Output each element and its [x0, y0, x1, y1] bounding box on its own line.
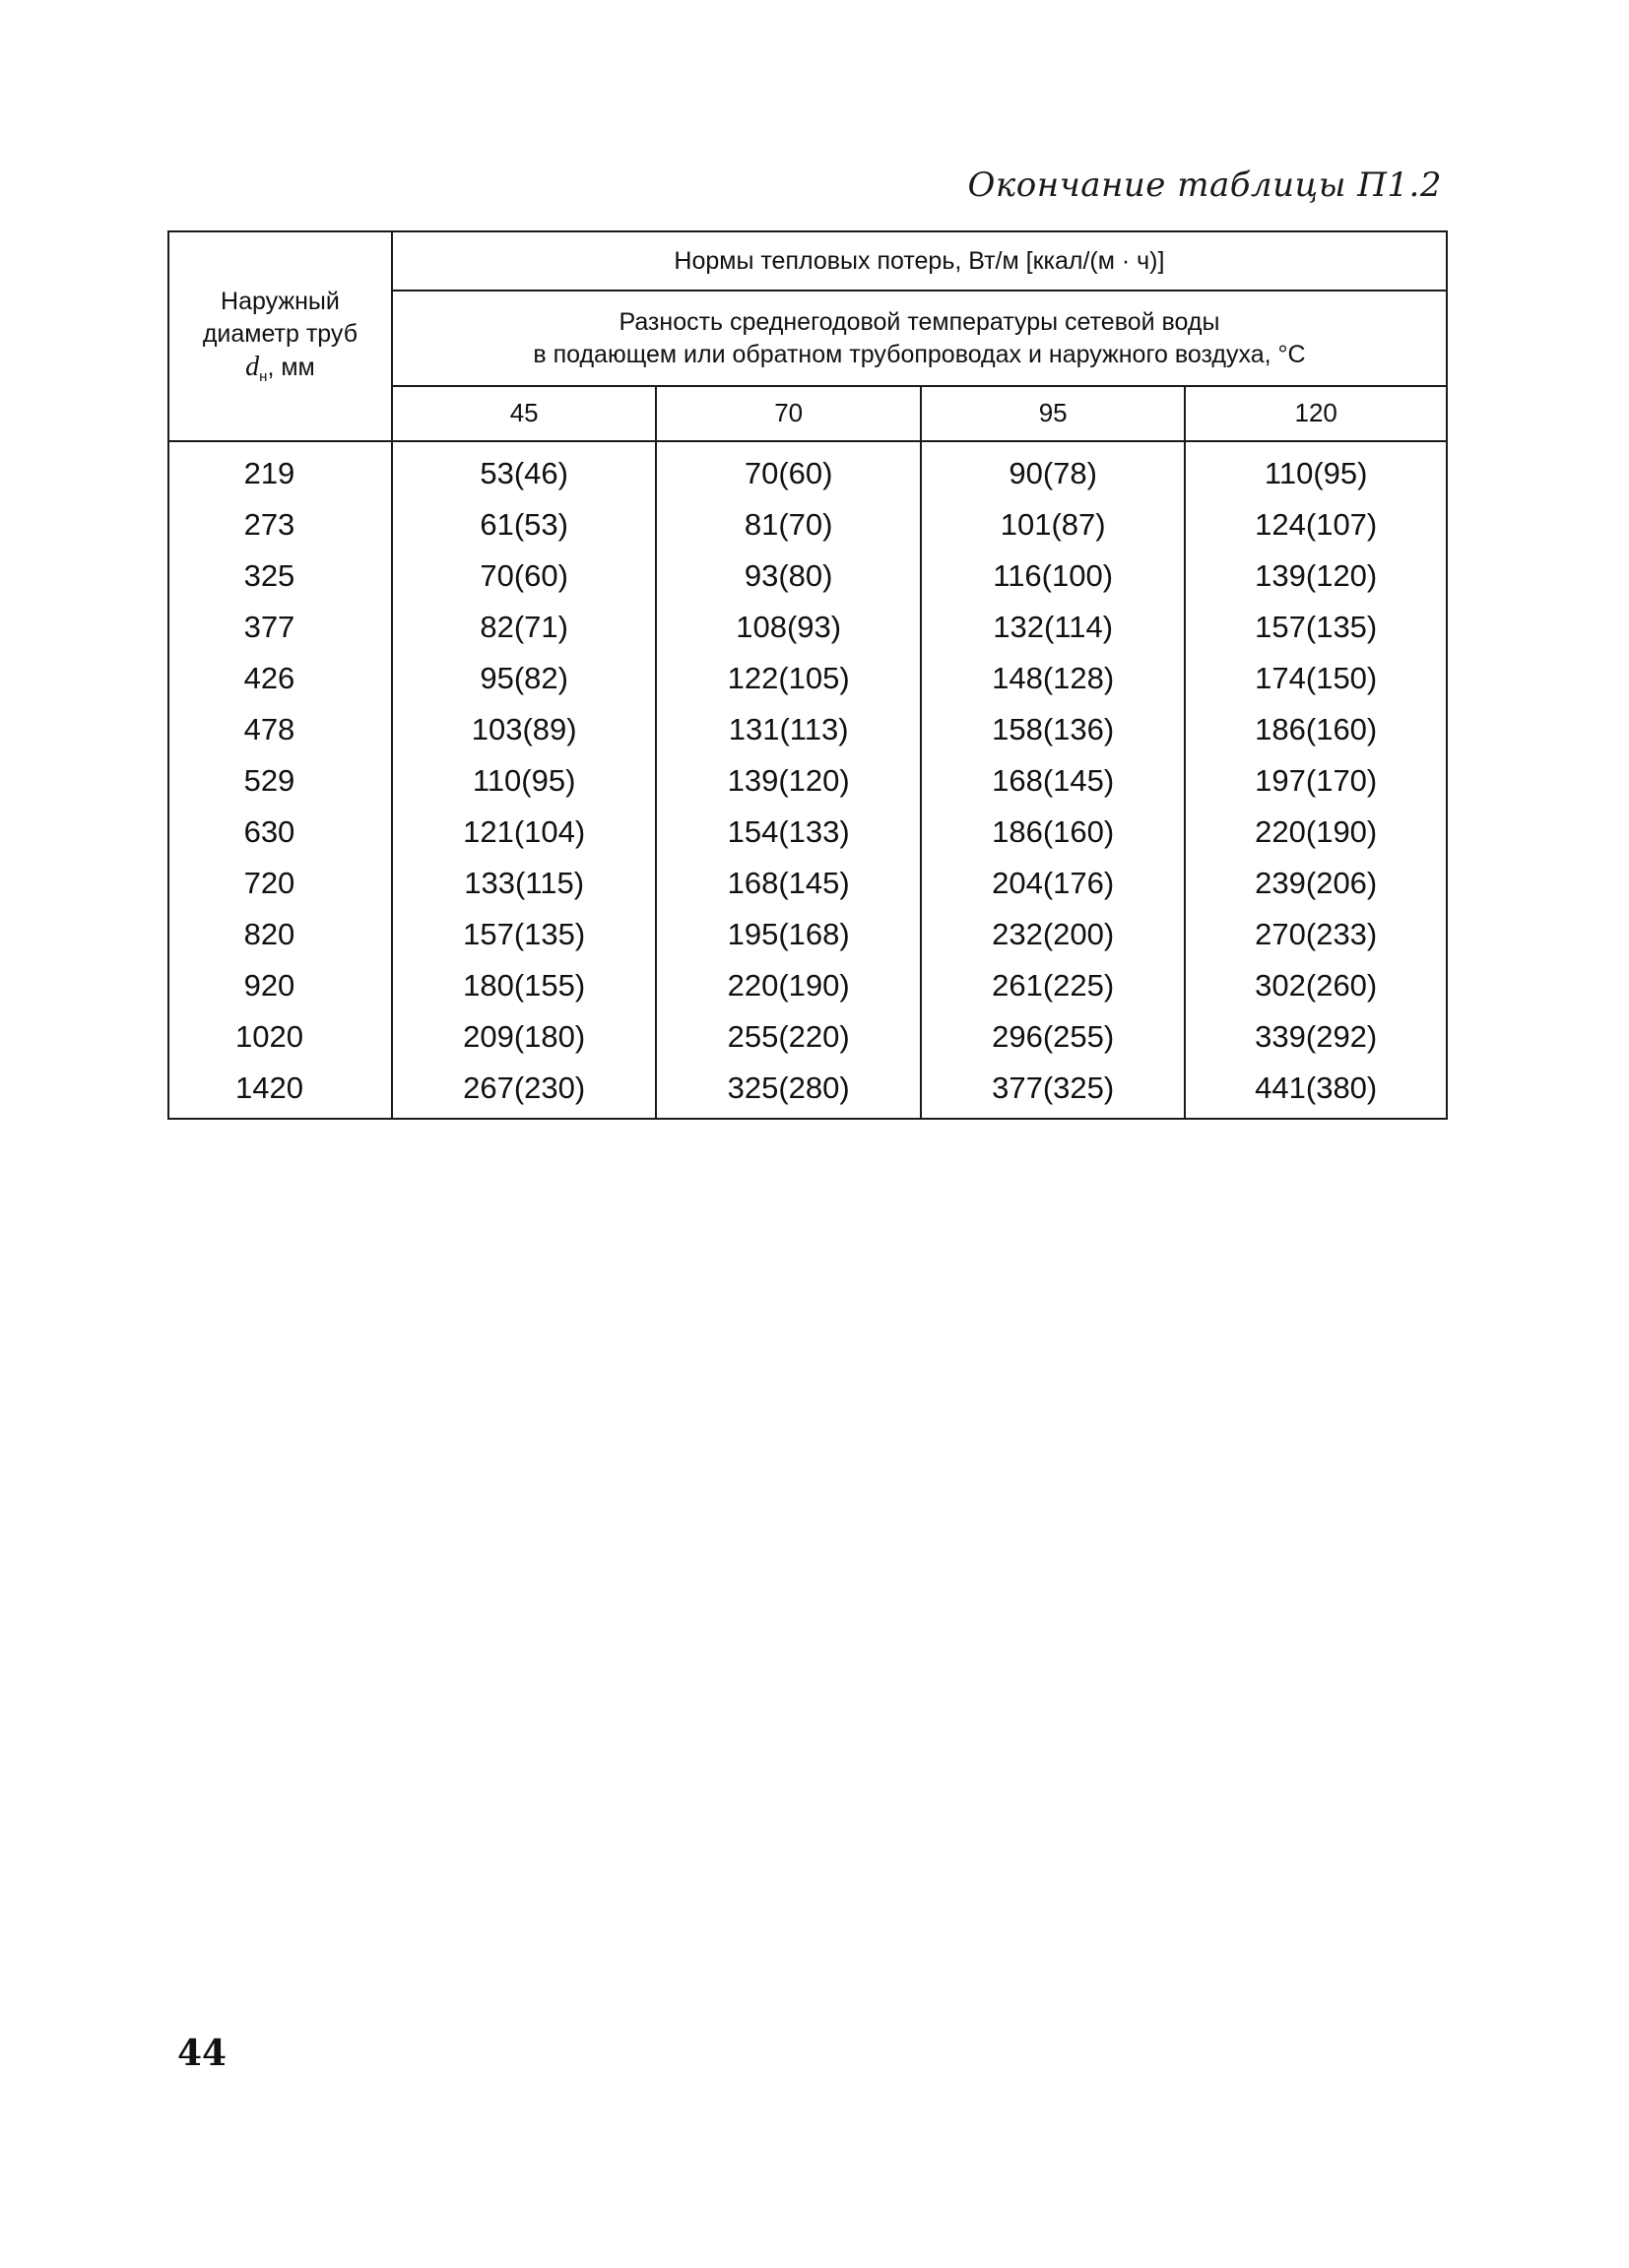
- heat-loss-cell: 110(95): [1185, 441, 1447, 499]
- table-row: [168, 755, 1447, 807]
- temperature-column-header: 45: [392, 386, 657, 441]
- heat-loss-cell: 255(220): [656, 1011, 921, 1063]
- diameter-cell: 273: [168, 499, 392, 551]
- diameter-cell: 219: [168, 441, 392, 499]
- diameter-cell: 1420: [168, 1063, 392, 1119]
- heat-loss-cell: 70(60): [392, 551, 657, 602]
- heat-loss-cell: 195(168): [656, 909, 921, 960]
- temperature-header-line1: Разность среднегодовой температуры сетевой воды: [619, 308, 1220, 336]
- heat-loss-cell: 148(128): [921, 653, 1186, 704]
- temperature-difference-header: [392, 291, 1447, 386]
- table-row: [168, 551, 1447, 602]
- heat-loss-cell: 186(160): [921, 807, 1186, 858]
- diameter-cell: 325: [168, 551, 392, 602]
- diameter-header-line2: диаметр труб: [202, 319, 358, 348]
- diameter-header-line1: Наружный: [221, 288, 340, 316]
- heat-loss-cell: 82(71): [392, 602, 657, 653]
- heat-loss-cell: 133(115): [392, 858, 657, 909]
- heat-loss-cell: 81(70): [656, 499, 921, 551]
- heat-loss-cell: 270(233): [1185, 909, 1447, 960]
- diameter-cell: 1020: [168, 1011, 392, 1063]
- temperature-header-line2: в подающем или обратном трубопроводах и наружного воздуха, °С: [533, 340, 1306, 368]
- heat-loss-cell: 116(100): [921, 551, 1186, 602]
- diameter-cell: 720: [168, 858, 392, 909]
- heat-loss-cell: 70(60): [656, 441, 921, 499]
- heat-loss-cell: 157(135): [1185, 602, 1447, 653]
- heat-loss-cell: 139(120): [656, 755, 921, 807]
- heat-loss-cell: 174(150): [1185, 653, 1447, 704]
- heat-loss-cell: 220(190): [656, 960, 921, 1011]
- table-row: [168, 858, 1447, 909]
- table-row: [168, 704, 1447, 755]
- heat-loss-cell: 168(145): [656, 858, 921, 909]
- heat-loss-cell: 132(114): [921, 602, 1186, 653]
- norms-header: Нормы тепловых потерь, Вт/м [ккал/(м · ч)]: [392, 231, 1447, 291]
- temperature-column-header: 95: [921, 386, 1186, 441]
- heat-loss-cell: 53(46): [392, 441, 657, 499]
- heat-loss-cell: 154(133): [656, 807, 921, 858]
- heat-loss-cell: 90(78): [921, 441, 1186, 499]
- heat-loss-cell: 197(170): [1185, 755, 1447, 807]
- header-row-1: [168, 231, 1447, 291]
- table-row: [168, 1063, 1447, 1119]
- heat-loss-cell: 339(292): [1185, 1011, 1447, 1063]
- table-header: [168, 231, 1447, 441]
- heat-loss-cell: 204(176): [921, 858, 1186, 909]
- heat-loss-cell: 180(155): [392, 960, 657, 1011]
- table-row: [168, 602, 1447, 653]
- diameter-cell: 920: [168, 960, 392, 1011]
- heat-loss-cell: 220(190): [1185, 807, 1447, 858]
- heat-loss-cell: 108(93): [656, 602, 921, 653]
- diameter-unit: , мм: [267, 354, 315, 382]
- heat-loss-cell: 139(120): [1185, 551, 1447, 602]
- table-body: [168, 441, 1447, 1119]
- heat-loss-cell: 168(145): [921, 755, 1186, 807]
- heat-loss-cell: 209(180): [392, 1011, 657, 1063]
- heat-loss-cell: 261(225): [921, 960, 1186, 1011]
- diameter-cell: 630: [168, 807, 392, 858]
- heat-loss-cell: 124(107): [1185, 499, 1447, 551]
- heat-loss-cell: 101(87): [921, 499, 1186, 551]
- temperature-column-header: 120: [1185, 386, 1447, 441]
- table-row: [168, 960, 1447, 1011]
- heat-loss-cell: 157(135): [392, 909, 657, 960]
- heat-loss-norms-table: [167, 230, 1448, 1120]
- table-row: [168, 1011, 1447, 1063]
- diameter-cell: 377: [168, 602, 392, 653]
- heat-loss-cell: 131(113): [656, 704, 921, 755]
- heat-loss-cell: 103(89): [392, 704, 657, 755]
- heat-loss-cell: 61(53): [392, 499, 657, 551]
- heat-loss-cell: 95(82): [392, 653, 657, 704]
- diameter-symbol: d: [245, 352, 260, 383]
- heat-loss-cell: 232(200): [921, 909, 1186, 960]
- heat-loss-cell: 267(230): [392, 1063, 657, 1119]
- heat-loss-cell: 377(325): [921, 1063, 1186, 1119]
- heat-loss-cell: 121(104): [392, 807, 657, 858]
- heat-loss-cell: 158(136): [921, 704, 1186, 755]
- diameter-subscript: н: [259, 368, 268, 386]
- table-row: [168, 909, 1447, 960]
- heat-loss-cell: 110(95): [392, 755, 657, 807]
- table-row: [168, 499, 1447, 551]
- heat-loss-cell: 93(80): [656, 551, 921, 602]
- diameter-column-header: [168, 231, 392, 441]
- table-row: [168, 653, 1447, 704]
- diameter-cell: 426: [168, 653, 392, 704]
- diameter-cell: 478: [168, 704, 392, 755]
- heat-loss-cell: 325(280): [656, 1063, 921, 1119]
- diameter-cell: 529: [168, 755, 392, 807]
- temperature-column-header: 70: [656, 386, 921, 441]
- heat-loss-cell: 441(380): [1185, 1063, 1447, 1119]
- table-caption: Окончание таблицы П1.2: [967, 165, 1442, 205]
- page-number: 44: [177, 2033, 228, 2074]
- heat-loss-cell: 302(260): [1185, 960, 1447, 1011]
- heat-loss-cell: 186(160): [1185, 704, 1447, 755]
- heat-loss-cell: 239(206): [1185, 858, 1447, 909]
- table-row: [168, 441, 1447, 499]
- diameter-cell: 820: [168, 909, 392, 960]
- heat-loss-cell: 296(255): [921, 1011, 1186, 1063]
- table-row: [168, 807, 1447, 858]
- heat-loss-cell: 122(105): [656, 653, 921, 704]
